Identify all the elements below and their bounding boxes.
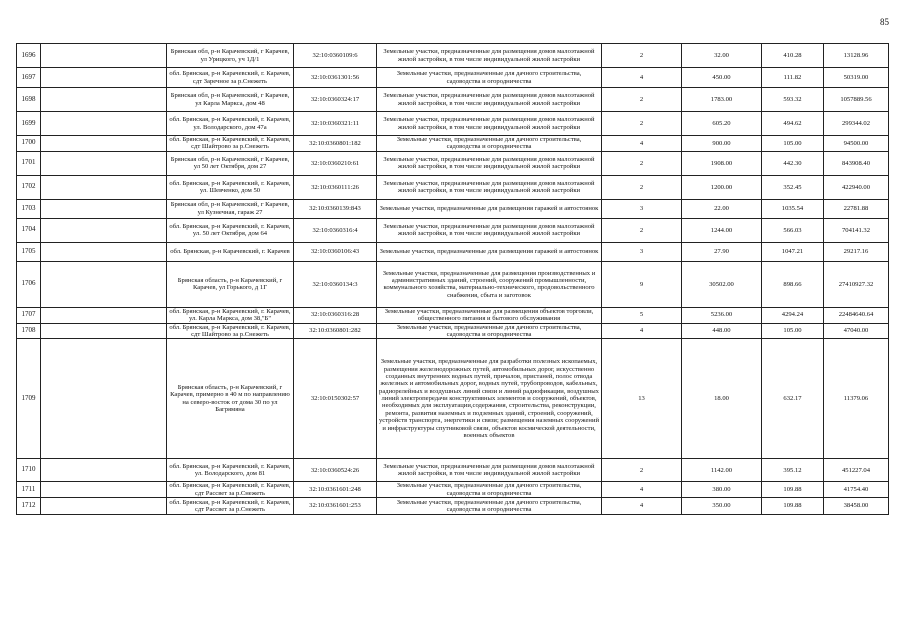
land-use-cell: Земельные участки, предназначенные для размещения домов малоэтажной жилой застройки, в том числе индивидуальной жилой застройки xyxy=(377,112,602,136)
cadastral-number-cell: 32:10:0360139:843 xyxy=(294,199,377,218)
group-cell: 4 xyxy=(602,498,682,515)
group-cell: 2 xyxy=(602,151,682,175)
table-row xyxy=(17,68,889,88)
cadastral-value-cell: 299344.02 xyxy=(824,112,889,136)
cadastral-value-cell: 38458.00 xyxy=(824,498,889,515)
area-cell: 1908.00 xyxy=(682,151,762,175)
area-cell: 1783.00 xyxy=(682,88,762,112)
address-cell: Брянская обл, р-н Карачевский, г Карачев, ул Карла Маркса, дом 48 xyxy=(167,88,294,112)
table-row xyxy=(17,459,889,482)
table-row xyxy=(17,482,889,498)
row-number: 1700 xyxy=(17,136,41,152)
row-number: 1696 xyxy=(17,44,41,68)
area-cell: 5236.00 xyxy=(682,307,762,323)
table-row xyxy=(17,498,889,515)
empty-cell xyxy=(41,261,167,307)
row-number: 1709 xyxy=(17,339,41,459)
address-cell: обл. Брянская, р-н Карачевский, г. Карачев, сдт Рассвет за р.Снежеть xyxy=(167,482,294,498)
page-number: 85 xyxy=(880,17,889,27)
cadastral-value-cell: 27410927.32 xyxy=(824,261,889,307)
cadastral-value-cell: 13128.96 xyxy=(824,44,889,68)
area-cell: 32.00 xyxy=(682,44,762,68)
table-row xyxy=(17,136,889,152)
address-cell: обл. Брянская, р-н Карачевский, г. Карачев, сдт Шайтрово за р.Снежеть xyxy=(167,136,294,152)
rate-cell: 352.45 xyxy=(762,175,824,199)
cadastral-number-cell: 32:10:0360134:3 xyxy=(294,261,377,307)
land-use-cell: Земельные участки, предназначенные для размещения гаражей и автостоянок xyxy=(377,242,602,261)
row-number: 1703 xyxy=(17,199,41,218)
cadastral-number-cell: 32:10:0360801:182 xyxy=(294,136,377,152)
empty-cell xyxy=(41,112,167,136)
area-cell: 605.20 xyxy=(682,112,762,136)
cadastral-number-cell: 32:10:0360324:17 xyxy=(294,88,377,112)
cadastral-value-cell: 50319.00 xyxy=(824,68,889,88)
cadastral-number-cell: 32:10:0360210:61 xyxy=(294,151,377,175)
land-use-cell: Земельные участки, предназначенные для дачного строительства, садоводства и огородничества xyxy=(377,498,602,515)
area-cell: 448.00 xyxy=(682,323,762,339)
cadastral-value-cell: 1057889.56 xyxy=(824,88,889,112)
empty-cell xyxy=(41,307,167,323)
area-cell: 1200.00 xyxy=(682,175,762,199)
cadastral-number-cell: 32:10:0360109:6 xyxy=(294,44,377,68)
cadastral-value-cell: 41754.40 xyxy=(824,482,889,498)
area-cell: 22.00 xyxy=(682,199,762,218)
land-use-cell: Земельные участки, предназначенные для дачного строительства, садоводства и огородничества xyxy=(377,136,602,152)
table-row xyxy=(17,151,889,175)
empty-cell xyxy=(41,68,167,88)
group-cell: 2 xyxy=(602,218,682,242)
group-cell: 4 xyxy=(602,323,682,339)
rate-cell: 898.66 xyxy=(762,261,824,307)
group-cell: 9 xyxy=(602,261,682,307)
row-number: 1710 xyxy=(17,459,41,482)
table-row xyxy=(17,261,889,307)
address-cell: Брянская обл, р-н Карачевский, г Карачев, ул 50 лет Октября, дом 27 xyxy=(167,151,294,175)
empty-cell xyxy=(41,323,167,339)
table-row xyxy=(17,218,889,242)
cadastral-number-cell: 32:10:0361301:56 xyxy=(294,68,377,88)
rate-cell: 593.32 xyxy=(762,88,824,112)
empty-cell xyxy=(41,482,167,498)
empty-cell xyxy=(41,88,167,112)
row-number: 1708 xyxy=(17,323,41,339)
group-cell: 13 xyxy=(602,339,682,459)
cadastral-number-cell: 32:10:0360801:282 xyxy=(294,323,377,339)
row-number: 1706 xyxy=(17,261,41,307)
address-cell: Брянская область, р-н Карачевский, г Карачев, примерно в 40 м по направлению на северо-восток от дома 30 по ул Багрямяна xyxy=(167,339,294,459)
row-number: 1697 xyxy=(17,68,41,88)
empty-cell xyxy=(41,151,167,175)
cadastral-value-table xyxy=(16,43,889,515)
address-cell: обл. Брянская, р-н Карачевский, г. Карачев, ул. Володарского, дом 81 xyxy=(167,459,294,482)
empty-cell xyxy=(41,175,167,199)
empty-cell xyxy=(41,44,167,68)
rate-cell: 109.88 xyxy=(762,482,824,498)
address-cell: Брянская обл, р-н Карачевский, г Карачев, ул Урицкого, уч 1Д/1 xyxy=(167,44,294,68)
area-cell: 30502.00 xyxy=(682,261,762,307)
cadastral-value-cell: 94500.00 xyxy=(824,136,889,152)
rate-cell: 1035.54 xyxy=(762,199,824,218)
empty-cell xyxy=(41,136,167,152)
empty-cell xyxy=(41,339,167,459)
table-row xyxy=(17,323,889,339)
rate-cell: 494.62 xyxy=(762,112,824,136)
group-cell: 2 xyxy=(602,175,682,199)
area-cell: 380.00 xyxy=(682,482,762,498)
empty-cell xyxy=(41,459,167,482)
land-use-cell: Земельные участки, предназначенные для размещения объектов торговли, общественного питания и бытового обслуживания xyxy=(377,307,602,323)
area-cell: 1142.00 xyxy=(682,459,762,482)
cadastral-value-cell: 29217.16 xyxy=(824,242,889,261)
cadastral-number-cell: 32:10:0360524:26 xyxy=(294,459,377,482)
table-row xyxy=(17,175,889,199)
row-number: 1701 xyxy=(17,151,41,175)
cadastral-value-cell: 22781.88 xyxy=(824,199,889,218)
address-cell: обл. Брянская, р-н Карачевский, г. Карачев, сдт Шайтрово за р.Снежеть xyxy=(167,323,294,339)
cadastral-number-cell: 32:10:0360111:26 xyxy=(294,175,377,199)
cadastral-value-cell: 451227.04 xyxy=(824,459,889,482)
land-use-cell: Земельные участки, предназначенные для разработки полезных ископаемых, размещения железнодорожных путей, автомобильных дорог, искусственно созданных внутренних водных путей, причалов, пристаней, полос отвода железных и автомобильных дорог, водных путей, трубопроводов, кабельных, радиорелейных и воздушных линий связи и линий радиофикации, воздушных линий электропередачи конструктивных элементов и сооружений, объектов, необходимых для эксплуатации,содержания, строительства, реконструкции, ремонта, развития наземных и подземных зданий, строений, сооружений, устройств транспорта, энергетики и связи; размещения наземных сооружений и инфраструктуры спутниковой связи, объектов космической деятельности, военных объектов xyxy=(377,339,602,459)
address-cell: Брянская обл, р-н Карачевский, г Карачев, ул Кузнечная, гараж 27 xyxy=(167,199,294,218)
cadastral-value-cell: 47040.00 xyxy=(824,323,889,339)
cadastral-number-cell: 32:10:0361601:248 xyxy=(294,482,377,498)
land-use-cell: Земельные участки, предназначенные для размещения домов малоэтажной жилой застройки, в том числе индивидуальной жилой застройки xyxy=(377,88,602,112)
address-cell: обл. Брянская, р-н Карачевский, г. Карачев, ул. Карла Маркса, дом 38,"Б" xyxy=(167,307,294,323)
table-row xyxy=(17,112,889,136)
cadastral-value-cell: 11379.06 xyxy=(824,339,889,459)
cadastral-value-cell: 422940.00 xyxy=(824,175,889,199)
rate-cell: 4294.24 xyxy=(762,307,824,323)
rate-cell: 632.17 xyxy=(762,339,824,459)
cadastral-value-cell: 704141.32 xyxy=(824,218,889,242)
cadastral-number-cell: 32:10:0361601:253 xyxy=(294,498,377,515)
cadastral-number-cell: 32:10:0360316:4 xyxy=(294,218,377,242)
cadastral-number-cell: 32:10:0360106:43 xyxy=(294,242,377,261)
address-cell: обл. Брянская, р-н Карачевский, г. Карачев, ул. 50 лет Октября, дом 64 xyxy=(167,218,294,242)
rate-cell: 109.88 xyxy=(762,498,824,515)
table-row xyxy=(17,307,889,323)
empty-cell xyxy=(41,199,167,218)
land-use-cell: Земельные участки, предназначенные для дачного строительства, садоводства и огородничества xyxy=(377,68,602,88)
group-cell: 2 xyxy=(602,459,682,482)
group-cell: 5 xyxy=(602,307,682,323)
table-row xyxy=(17,44,889,68)
land-use-cell: Земельные участки, предназначенные для размещения домов малоэтажной жилой застройки, в том числе индивидуальной жилой застройки xyxy=(377,175,602,199)
area-cell: 450.00 xyxy=(682,68,762,88)
row-number: 1699 xyxy=(17,112,41,136)
table-row xyxy=(17,339,889,459)
land-use-cell: Земельные участки, предназначенные для размещения домов малоэтажной жилой застройки, в том числе индивидуальной жилой застройки xyxy=(377,44,602,68)
land-use-cell: Земельные участки, предназначенные для размещения гаражей и автостоянок xyxy=(377,199,602,218)
area-cell: 18.00 xyxy=(682,339,762,459)
row-number: 1698 xyxy=(17,88,41,112)
address-cell: обл. Брянская, р-н Карачевский, г. Карачев, ул. Володарского, дом 47а xyxy=(167,112,294,136)
address-cell: Брянская область, р-н Карачевский, г Карачев, ул Горького, д 1Г xyxy=(167,261,294,307)
group-cell: 2 xyxy=(602,112,682,136)
cadastral-number-cell: 32:10:0360321:11 xyxy=(294,112,377,136)
address-cell: обл. Брянская, р-н Карачевский, г. Карачев, сдт Рассвет за р.Снежеть xyxy=(167,498,294,515)
group-cell: 2 xyxy=(602,44,682,68)
land-use-cell: Земельные участки, предназначенные для размещения домов малоэтажной жилой застройки, в том числе индивидуальной жилой застройки xyxy=(377,151,602,175)
address-cell: обл. Брянская, р-н Карачевский, г. Карачев, ул. Шевченко, дом 50 xyxy=(167,175,294,199)
rate-cell: 410.28 xyxy=(762,44,824,68)
rate-cell: 105.00 xyxy=(762,136,824,152)
empty-cell xyxy=(41,218,167,242)
group-cell: 3 xyxy=(602,199,682,218)
cadastral-value-cell: 22484640.64 xyxy=(824,307,889,323)
row-number: 1707 xyxy=(17,307,41,323)
row-number: 1705 xyxy=(17,242,41,261)
group-cell: 4 xyxy=(602,482,682,498)
rate-cell: 442.30 xyxy=(762,151,824,175)
rate-cell: 111.82 xyxy=(762,68,824,88)
empty-cell xyxy=(41,242,167,261)
rate-cell: 1047.21 xyxy=(762,242,824,261)
group-cell: 3 xyxy=(602,242,682,261)
cadastral-number-cell: 32:10:0150302:57 xyxy=(294,339,377,459)
area-cell: 900.00 xyxy=(682,136,762,152)
land-use-cell: Земельные участки, предназначенные для размещения производственных и административных зданий, строений, сооружений промышленности, коммунального хозяйства, материально-технического, продовольственного снабжения, сбыта и заготовок xyxy=(377,261,602,307)
area-cell: 27.90 xyxy=(682,242,762,261)
table-row xyxy=(17,242,889,261)
address-cell: обл. Брянская, р-н Карачевский, г. Карачев, сдт Заречное за р.Снежеть xyxy=(167,68,294,88)
rate-cell: 566.03 xyxy=(762,218,824,242)
rate-cell: 395.12 xyxy=(762,459,824,482)
group-cell: 4 xyxy=(602,136,682,152)
row-number: 1712 xyxy=(17,498,41,515)
area-cell: 1244.00 xyxy=(682,218,762,242)
row-number: 1711 xyxy=(17,482,41,498)
table-row xyxy=(17,199,889,218)
land-use-cell: Земельные участки, предназначенные для дачного строительства, садоводства и огородничества xyxy=(377,482,602,498)
land-use-cell: Земельные участки, предназначенные для дачного строительства, садоводства и огородничества xyxy=(377,323,602,339)
cadastral-value-cell: 843908.40 xyxy=(824,151,889,175)
cadastral-number-cell: 32:10:0360316:28 xyxy=(294,307,377,323)
group-cell: 4 xyxy=(602,68,682,88)
land-use-cell: Земельные участки, предназначенные для размещения домов малоэтажной жилой застройки, в том числе индивидуальной жилой застройки xyxy=(377,218,602,242)
empty-cell xyxy=(41,498,167,515)
address-cell: обл. Брянская, р-н Карачевский, г. Карачев xyxy=(167,242,294,261)
rate-cell: 105.00 xyxy=(762,323,824,339)
row-number: 1702 xyxy=(17,175,41,199)
group-cell: 2 xyxy=(602,88,682,112)
area-cell: 350.00 xyxy=(682,498,762,515)
land-use-cell: Земельные участки, предназначенные для размещения домов малоэтажной жилой застройки, в том числе индивидуальной жилой застройки xyxy=(377,459,602,482)
table-row xyxy=(17,88,889,112)
row-number: 1704 xyxy=(17,218,41,242)
